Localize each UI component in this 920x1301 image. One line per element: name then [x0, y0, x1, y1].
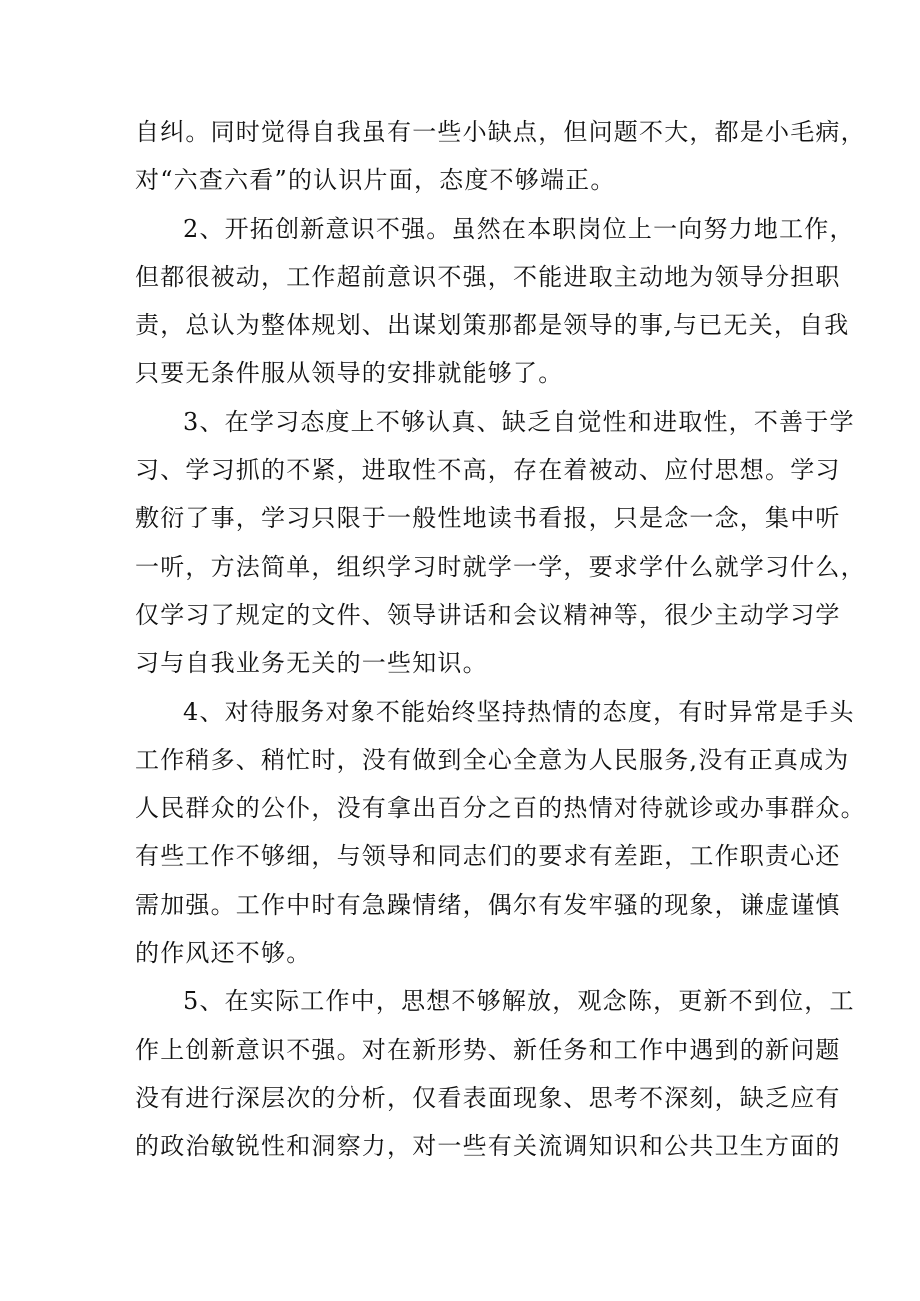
- paragraph-5: [135, 977, 855, 1170]
- text-line: 对“六查六看”的认识片面，态度不够端正。: [135, 166, 616, 195]
- text-line: 需加强。工作中时有急躁情绪，偶尔有发牢骚的现象，谦虚谨慎: [135, 890, 841, 919]
- paragraph-continuation: [135, 108, 866, 205]
- text-line: 习、学习抓的不紧，进取性不高，存在着被动、应付思想。学习: [135, 456, 841, 485]
- text-line: 2、开拓创新意识不强。虽然在本职岗位上一向努力地工作，: [183, 214, 855, 243]
- paragraph-3: [135, 398, 866, 688]
- text-line: 工作稍多、稍忙时，没有做到全心全意为人民服务,没有正真成为: [135, 745, 850, 774]
- text-line: 5、在实际工作中，思想不够解放，观念陈，更新不到位，工: [183, 987, 855, 1016]
- text-line: 习与自我业务无关的一些知识。: [135, 649, 488, 678]
- text-line: 没有进行深层次的分析，仅看表面现象、思考不深刻，缺乏应有: [135, 1083, 841, 1112]
- text-line: 3、在学习态度上不够认真、缺乏自觉性和进取性，不善于学: [183, 407, 855, 436]
- text-line: 只要无条件服从领导的安排就能够了。: [135, 359, 564, 388]
- text-line: 的作风还不够。: [135, 939, 312, 968]
- text-line: 自纠。同时觉得自我虽有一些小缺点，但问题不大，都是小毛病，: [135, 118, 866, 146]
- text-line: 人民群众的公仆，没有拿出百分之百的热情对待就诊或办事群众。: [135, 794, 866, 823]
- text-line: 一听，方法简单，组织学习时就学一学，要求学什么就学习什么，: [135, 552, 866, 581]
- text-line: 敷衍了事，学习只限于一般性地读书看报，只是念一念，集中听: [135, 504, 841, 533]
- text-line: 作上创新意识不强。对在新形势、新任务和工作中遇到的新问题: [135, 1035, 841, 1064]
- text-line: 责，总认为整体规划、出谋划策那都是领导的事,与已无关，自我: [135, 311, 850, 340]
- paragraph-4: [135, 688, 866, 978]
- text-line: 仅学习了规定的文件、领导讲话和会议精神等，很少主动学习学: [135, 600, 841, 629]
- text-line: 有些工作不够细，与领导和同志们的要求有差距，工作职责心还: [135, 842, 841, 871]
- paragraph-2: [135, 205, 855, 398]
- document-body: [135, 108, 866, 1171]
- text-line: 但都很被动，工作超前意识不强，不能进取主动地为领导分担职: [135, 262, 841, 291]
- text-line: 的政治敏锐性和洞察力，对一些有关流调知识和公共卫生方面的: [135, 1132, 841, 1161]
- text-line: 4、对待服务对象不能始终坚持热情的态度，有时异常是手头: [183, 697, 855, 726]
